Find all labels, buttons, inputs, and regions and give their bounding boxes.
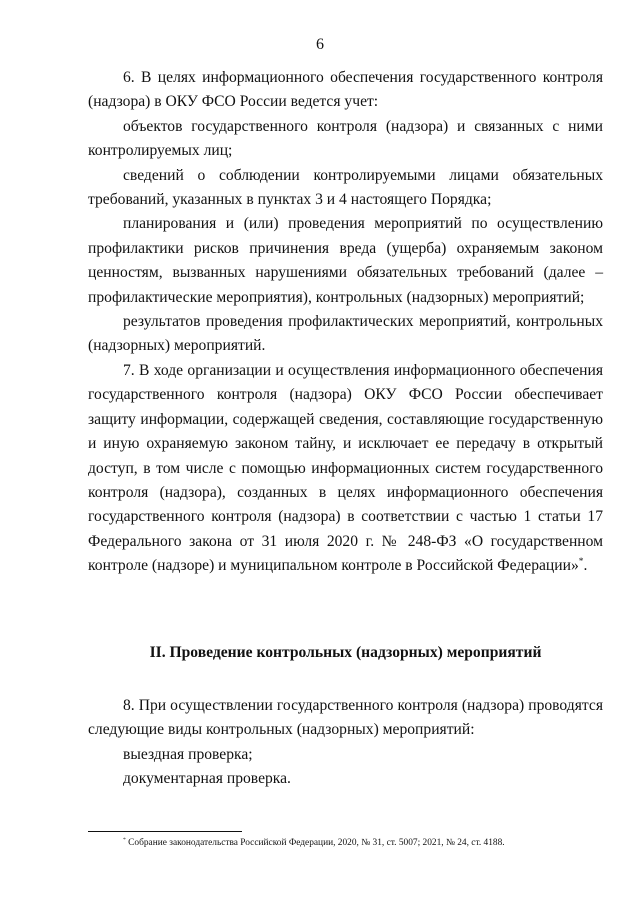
list-item-results: результатов проведения профилактических мероприятий, контрольных (надзорных) мероприятий. (88, 313, 603, 355)
list-item-onsite-inspection: выездная проверка; (123, 745, 253, 763)
footnote-text: Собрание законодательства Российской Федерации, 2020, № 31, ст. 5007; 2021, № 24, ст. 4188. (125, 838, 505, 848)
list-item-documentary-inspection: документарная проверка. (123, 770, 291, 788)
list-item-planning: планирования и (или) проведения мероприятий по осуществлению профилактики рисков причинения вреда (ущерба) охраняемым законом ценностям, вызванных нарушениями обязательных требований (далее – профилактические мероприятия), контрольных (надзорных) мероприятий; (88, 215, 603, 306)
list-item-compliance: сведений о соблюдении контролируемыми лицами обязательных требований, указанных в пунктах 3 и 4 настоящего Порядка; (88, 166, 603, 209)
list-item-objects: объектов государственного контроля (надзора) и связанных с ними контролируемых лиц; (88, 117, 603, 160)
footnote-mark: * (123, 836, 126, 843)
footnote-divider (88, 831, 242, 832)
document-body (88, 66, 603, 579)
paragraph-6: 6. В целях информационного обеспечения государственного контроля (надзора) в ОКУ ФСО России ведется учет: (88, 69, 603, 111)
paragraph-7 (88, 359, 603, 579)
page-number: 6 (316, 36, 324, 53)
paragraph-8: 8. При осуществлении государственного контроля (надзора) проводятся следующие виды контрольных (надзорных) мероприятий: (88, 697, 603, 739)
section-2-body (88, 694, 603, 792)
section-heading: II. Проведение контрольных (надзорных) мероприятий (149, 644, 542, 661)
footnote (123, 837, 505, 849)
footnote-reference-mark: * (578, 556, 584, 567)
paragraph-7-end: . (583, 557, 588, 575)
paragraph-7-text: 7. В ходе организации и осуществления информационного обеспечения государственного контроля (надзора) ОКУ ФСО России обеспечивает защиту информации, содержащей сведения, составляющие государственную и иную охраняемую законом тайну, и исключает ее передачу в открытый доступ, в том числе с помощью информационных систем государственного контроля (надзора), созданных в целях информационного обеспечения государственного контроля (надзора) в соответствии с частью 1 статьи 17 Федерального закона от 31 июля 2020 г. № 248-ФЗ «О государственном контроле (надзоре) и муниципальном контроле в Российской Федерации» (88, 361, 603, 575)
